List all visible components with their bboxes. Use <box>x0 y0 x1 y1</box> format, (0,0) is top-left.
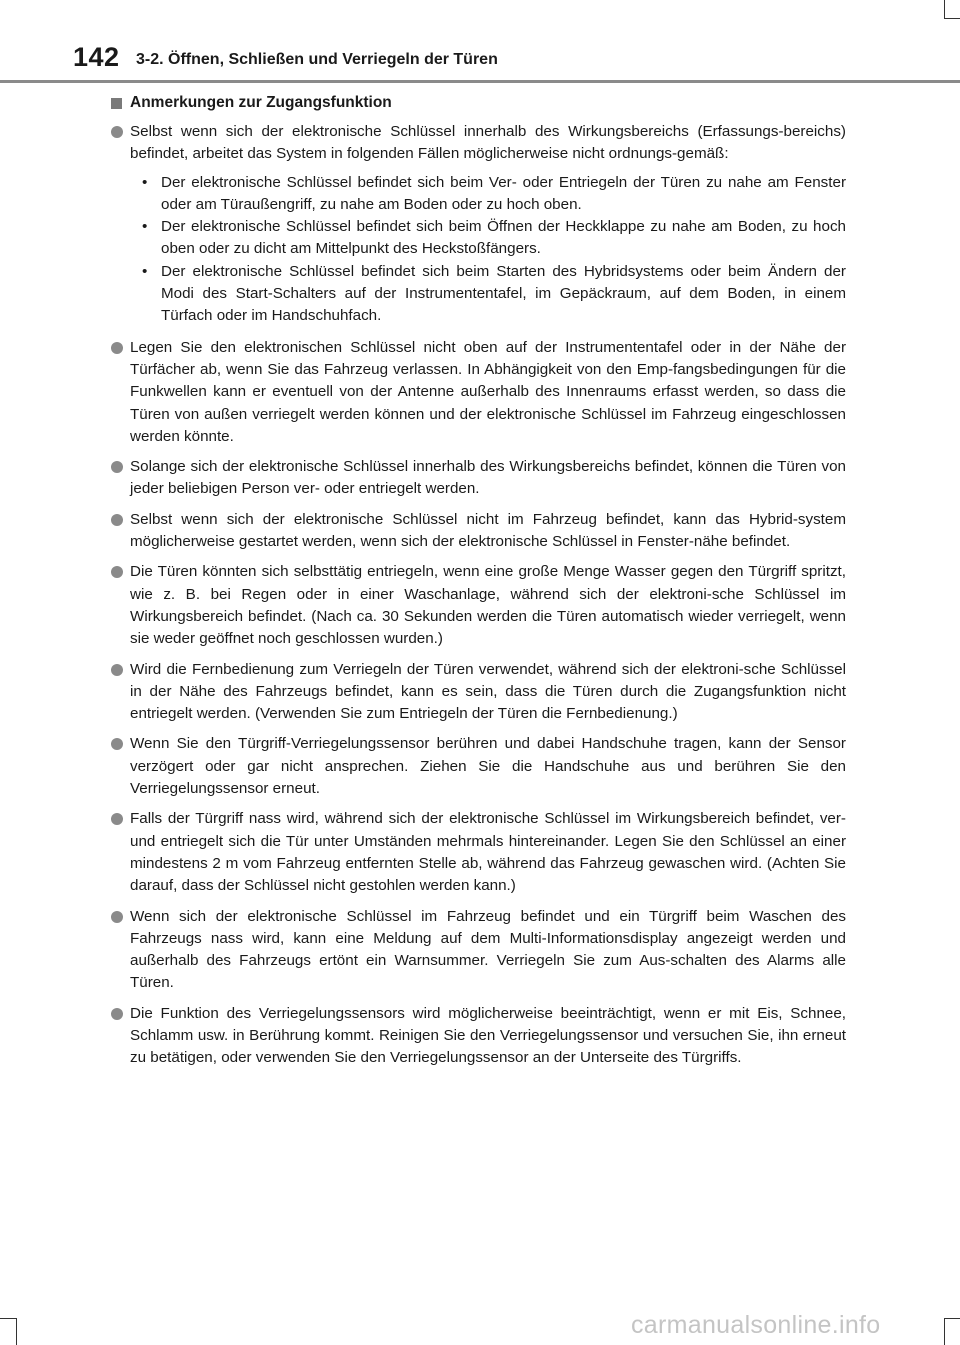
header-rule <box>0 80 960 83</box>
list-item <box>111 808 846 897</box>
sub-list-item-text: Der elektronische Schlüssel befindet sich beim Starten des Hybridsystems oder beim Ändern der Modi des Start-Schalters auf der Instrumententafel, im Gepäckraum, auf dem Boden, in einem Türfach oder im Handschuhfach. <box>161 262 846 325</box>
circle-bullet-icon <box>111 566 123 578</box>
main-content <box>111 94 846 1078</box>
list-item <box>111 337 846 448</box>
sub-list-item <box>130 172 846 217</box>
list-item <box>111 456 846 501</box>
circle-bullet-icon <box>111 514 123 526</box>
sub-list-item <box>130 216 846 261</box>
circle-bullet-icon <box>111 126 123 138</box>
watermark: carmanualsonline.info <box>631 1311 881 1339</box>
list-item <box>111 121 846 329</box>
dot-bullet-icon: • <box>142 218 148 236</box>
square-marker-icon <box>111 98 122 109</box>
crop-mark-top-right-h <box>944 18 960 19</box>
sub-list-item <box>130 261 846 328</box>
list-item <box>111 659 846 726</box>
circle-bullet-icon <box>111 911 123 923</box>
chapter-title: 3-2. Öffnen, Schließen und Verriegeln der Türen <box>136 51 498 68</box>
list-item <box>111 906 846 995</box>
list-item <box>111 509 846 554</box>
list-item <box>111 1003 846 1070</box>
sub-list-item-text: Der elektronische Schlüssel befindet sich beim Ver- oder Entriegeln der Türen zu nahe am Fenster oder am Türaußengriff, zu nahe am Boden oder zu hoch oben. <box>161 173 846 213</box>
notes-list <box>111 121 846 1070</box>
dot-bullet-icon: • <box>142 173 148 191</box>
circle-bullet-icon <box>111 813 123 825</box>
dot-bullet-icon: • <box>142 262 148 280</box>
list-item-text: Die Türen könnten sich selbsttätig entriegeln, wenn eine große Menge Wasser gegen den Türgriff spritzt, wie z. B. bei Regen oder in einer Waschanlage, während sich der elektroni-sche Schlüssel im Wirkungsbereich befindet. (Nach ca. 30 Sekunden werden die Türen automatisch wieder verriegelt, wenn sie weder geöffnet noch geschlossen wurden.) <box>130 563 846 648</box>
circle-bullet-icon <box>111 342 123 354</box>
circle-bullet-icon <box>111 664 123 676</box>
crop-mark-bottom-right-h <box>944 1318 960 1319</box>
sub-list-item-text: Der elektronische Schlüssel befindet sich beim Öffnen der Heckklappe zu nahe am Boden, zu hoch oben oder zu dicht am Mittelpunkt des Heckstoßfängers. <box>161 218 846 258</box>
crop-mark-bottom-left <box>16 1318 17 1345</box>
list-item-text: Wenn sich der elektronische Schlüssel im Fahrzeug befindet und ein Türgriff beim Waschen des Fahrzeugs nass wird, kann eine Meldung auf dem Multi-Informationsdisplay angezeigt werden und außerhalb des Fahrzeugs ertönt ein Warnsummer. Verriegeln Sie zum Aus-schalten des Alarms alle Türen. <box>130 907 846 992</box>
list-item-text: Wird die Fernbedienung zum Verriegeln der Türen verwendet, während sich der elektroni-sche Schlüssel in der Nähe des Fahrzeugs befindet, kann es sein, dass die Türen durch die Zugangsfunktion nicht entriegelt werden. (Verwenden Sie zum Entriegeln der Türen die Fernbedienung.) <box>130 660 846 723</box>
crop-mark-top-right <box>944 0 945 18</box>
list-item-text: Wenn Sie den Türgriff-Verriegelungssensor berühren und dabei Handschuhe tragen, kann der Sensor verzögert oder gar nicht ansprechen. Ziehen Sie die Handschuhe aus und berühren Sie den Verriegelungssensor erneut. <box>130 735 846 798</box>
circle-bullet-icon <box>111 738 123 750</box>
list-item <box>111 561 846 650</box>
list-item-text: Legen Sie den elektronischen Schlüssel nicht oben auf der Instrumententafel oder in der Nähe der Türfächer ab, wenn Sie das Fahrzeug verlassen. In Abhängigkeit von den Emp-fangsbedingungen für die Funkwellen kann er eventuell von der Antenne außerhalb des Innenraums erfasst werden, so dass die Türen von außen verriegelt werden können und der elektronische Schlüssel im Fahrzeug eingeschlossen werden könnte. <box>130 338 846 445</box>
page-number: 142 <box>73 42 120 72</box>
circle-bullet-icon <box>111 1008 123 1020</box>
sub-list <box>130 172 846 329</box>
list-item-text: Selbst wenn sich der elektronische Schlüssel innerhalb des Wirkungsbereichs (Erfassungs-bereichs) befindet, arbeitet das System in folgenden Fällen möglicherweise nicht ordnungs-gemäß: <box>130 123 846 163</box>
crop-mark-bottom-right <box>944 1318 945 1345</box>
crop-mark-bottom-left-h <box>0 1318 16 1319</box>
list-item-text: Falls der Türgriff nass wird, während sich der elektronische Schlüssel im Wirkungsbereich befindet, ver- und entriegelt sich die Tür unter Umständen mehrmals hintereinander. Legen Sie den Schlüssel an einer mindestens 2 m vom Fahrzeug entfernten Stelle ab, während das Fahrzeug gewaschen wird. (Achten Sie darauf, dass der Schlüssel nicht gestohlen werden kann.) <box>130 810 846 895</box>
circle-bullet-icon <box>111 461 123 473</box>
section-heading-text: Anmerkungen zur Zugangsfunktion <box>130 94 392 111</box>
list-item-text: Selbst wenn sich der elektronische Schlüssel nicht im Fahrzeug befindet, kann das Hybrid-system möglicherweise gestartet werden, wenn sich der elektronische Schlüssel in Fenster-nähe befindet. <box>130 510 846 551</box>
list-item-text: Die Funktion des Verriegelungssensors wird möglicherweise beeinträchtigt, wenn er mit Eis, Schnee, Schlamm usw. in Berührung kommt. Reinigen Sie den Verriegelungssensor und versuchen Sie, ihn erneut zu betätigen, oder verwenden Sie den Verriegelungssensor an der Unterseite des Türgriffs. <box>130 1004 846 1067</box>
section-heading <box>111 94 846 112</box>
list-item <box>111 733 846 800</box>
list-item-text: Solange sich der elektronische Schlüssel innerhalb des Wirkungsbereichs befindet, können die Türen von jeder beliebigen Person ver- oder entriegelt werden. <box>130 458 846 498</box>
